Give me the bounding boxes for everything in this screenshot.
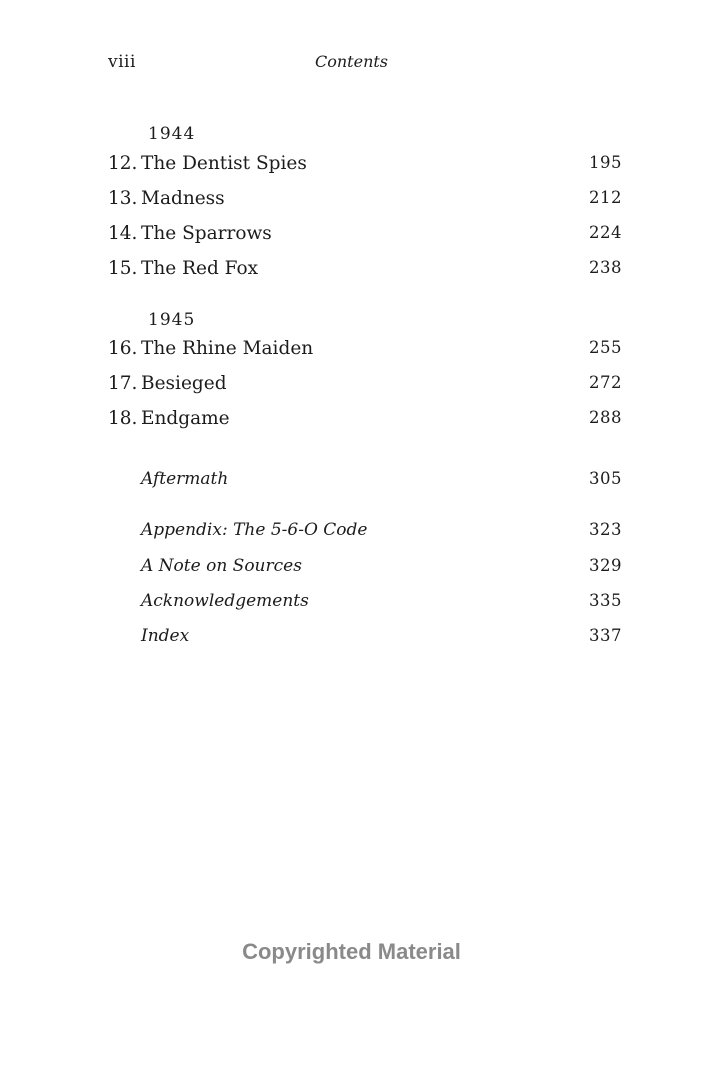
chapter-title: Besieged xyxy=(141,373,227,394)
chapter-number: 16. xyxy=(108,338,138,359)
chapter-title: Endgame xyxy=(141,408,230,429)
chapter-number: 12. xyxy=(108,153,138,174)
toc-entry[interactable] xyxy=(108,258,622,282)
section-year-1944: 1944 xyxy=(148,124,196,144)
page-number: 323 xyxy=(589,520,622,539)
page-number: 337 xyxy=(589,626,622,645)
chapter-number: 14. xyxy=(108,223,138,244)
chapter-number: 18. xyxy=(108,408,138,429)
page-number: 255 xyxy=(589,338,622,357)
back-matter-title: Aftermath xyxy=(141,469,229,489)
page-number: 224 xyxy=(589,223,622,242)
running-head: Contents xyxy=(314,52,389,71)
toc-entry-index[interactable] xyxy=(108,626,622,650)
page-number: 329 xyxy=(589,556,622,575)
section-year-1945: 1945 xyxy=(148,310,196,330)
chapter-title: The Rhine Maiden xyxy=(141,338,314,359)
back-matter-title: A Note on Sources xyxy=(141,556,302,576)
toc-entry-aftermath[interactable] xyxy=(108,469,622,493)
page-number: 335 xyxy=(589,591,622,610)
chapter-number: 13. xyxy=(108,188,138,209)
chapter-title: The Red Fox xyxy=(141,258,259,279)
toc-entry[interactable] xyxy=(108,408,622,432)
back-matter-title: Acknowledgements xyxy=(141,591,309,611)
back-matter-title: Index xyxy=(141,626,190,646)
page-number: 195 xyxy=(589,153,622,172)
toc-entry[interactable] xyxy=(108,188,622,212)
chapter-number: 17. xyxy=(108,373,138,394)
page-number: 238 xyxy=(589,258,622,277)
chapter-title: The Sparrows xyxy=(141,223,272,244)
toc-entry[interactable] xyxy=(108,153,622,177)
page-number: 272 xyxy=(589,373,622,392)
toc-entry[interactable] xyxy=(108,373,622,397)
copyright-watermark: Copyrighted Material xyxy=(242,939,461,964)
toc-entry[interactable] xyxy=(108,338,622,362)
back-matter-title: Appendix: The 5-6-O Code xyxy=(141,520,368,540)
toc-entry-acknowledgements[interactable] xyxy=(108,591,622,615)
chapter-number: 15. xyxy=(108,258,138,279)
page-number: 305 xyxy=(589,469,622,488)
toc-entry[interactable] xyxy=(108,223,622,247)
page-folio: viii xyxy=(108,52,136,72)
chapter-title: The Dentist Spies xyxy=(141,153,307,174)
toc-entry-note-on-sources[interactable] xyxy=(108,556,622,580)
page-number: 212 xyxy=(589,188,622,207)
chapter-title: Madness xyxy=(141,188,225,209)
toc-entry-appendix[interactable] xyxy=(108,520,622,544)
page-number: 288 xyxy=(589,408,622,427)
